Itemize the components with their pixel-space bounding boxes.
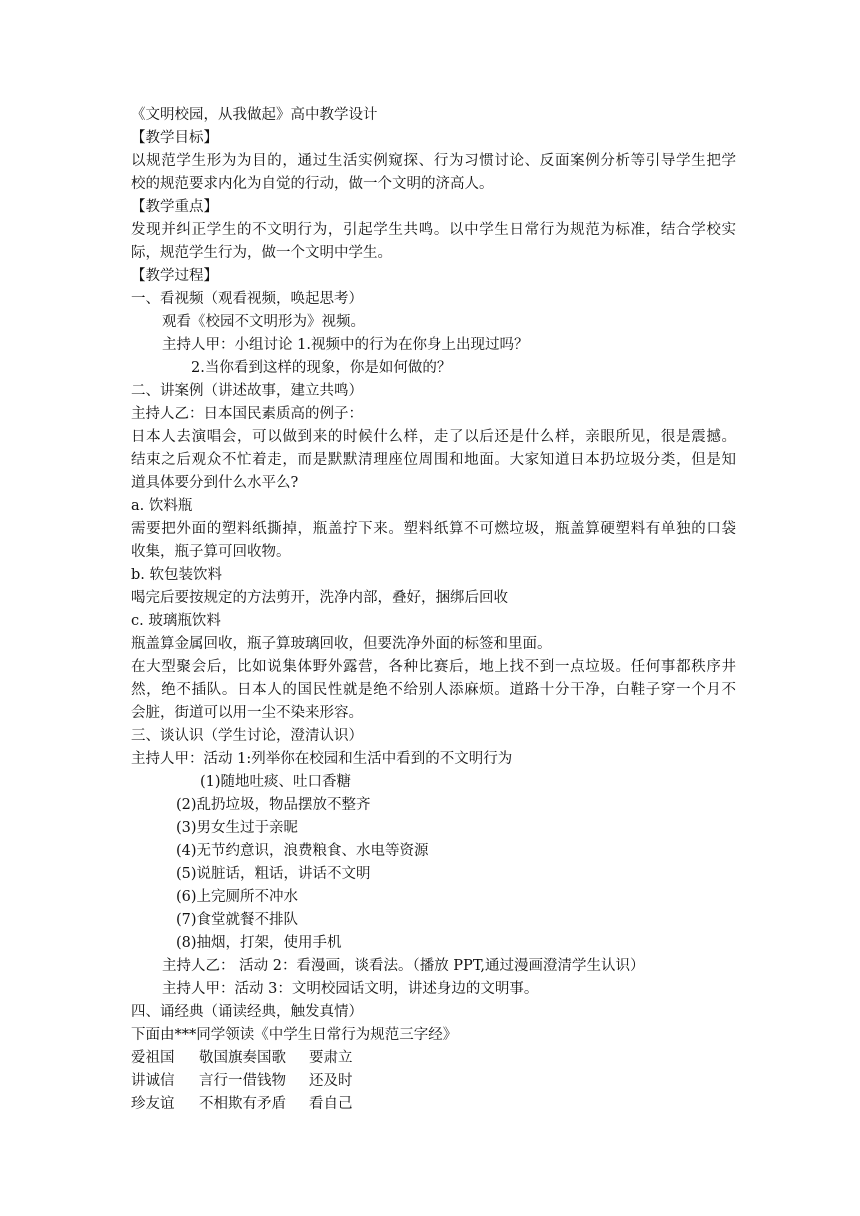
- paragraph-line: 主持人乙： 活动 2：看漫画，谈看法。（播放 PPT,通过漫画澄清学生认识）: [162, 958, 645, 974]
- section-heading: 三、谈认识（学生讨论，澄清认识）: [131, 728, 363, 744]
- paragraph-line: 下面由***同学领读《中学生日常行为规范三字经》: [131, 1027, 458, 1043]
- sutra-cell: 要肃立: [309, 1050, 353, 1066]
- sutra-row: [131, 1093, 353, 1115]
- paragraph-line: 2.当你看到这样的现象，你是如何做的？: [191, 360, 452, 376]
- list-item: (3)男女生过于亲昵: [176, 820, 299, 836]
- list-item: (4)无节约意识，浪费粮食、水电等资源: [176, 843, 429, 859]
- section-heading: 四、诵经典（诵读经典，触发真情）: [131, 1004, 363, 1020]
- goal-heading: 【教学目标】: [131, 130, 218, 146]
- paragraph-line: 主持人甲：小组讨论 1.视频中的行为在你身上出现过吗？: [162, 337, 529, 353]
- paragraph-line: 在大型聚会后，比如说集体野外露营，各种比赛后，地上找不到一点垃圾。任何事都秩序井: [131, 659, 736, 675]
- sutra-row: [131, 1047, 353, 1069]
- sutra-cell: 看自己: [309, 1096, 353, 1112]
- paragraph-line: 道具体要分到什么水平么?: [131, 475, 299, 491]
- key-text-line: 发现并纠正学生的不文明行为，引起学生共鸣。以中学生日常行为规范为标准，结合学校实: [131, 222, 736, 238]
- sub-heading: a. 饮料瓶: [131, 498, 193, 514]
- paragraph-line: 喝完后要按规定的方法剪开，洗净内部，叠好，捆绑后回收: [131, 590, 508, 606]
- sutra-cell: 言行一借钱物: [199, 1073, 286, 1089]
- paragraph-line: 瓶盖算金属回收，瓶子算玻璃回收，但要洗净外面的标签和里面。: [131, 636, 552, 652]
- paragraph-line: 观看《校园不文明形为》视频。: [162, 314, 365, 330]
- paragraph-line: 然，绝不插队。日本人的国民性就是绝不给别人添麻烦。道路十分干净，白鞋子穿一个月不: [131, 682, 736, 698]
- list-item: (1)随地吐痰、吐口香糖: [200, 774, 352, 790]
- paragraph-line: 主持人乙：日本国民素质高的例子：: [131, 406, 363, 422]
- list-item: (8)抽烟，打架，使用手机: [176, 935, 342, 951]
- paragraph-line: 主持人甲：活动 1:列举你在校园和生活中看到的不文明行为: [131, 751, 513, 767]
- paragraph-line: 需要把外面的塑料纸撕掉，瓶盖拧下来。塑料纸算不可燃垃圾，瓶盖算硬塑料有单独的口袋: [131, 521, 736, 537]
- sutra-cell: 讲诚信: [131, 1073, 175, 1089]
- section-heading: 一、看视频（观看视频，唤起思考）: [131, 291, 363, 307]
- paragraph-line: 会脏，街道可以用一尘不染来形容。: [131, 705, 363, 721]
- list-item: (7)食堂就餐不排队: [176, 912, 299, 928]
- sutra-cell: 珍友谊: [131, 1096, 175, 1112]
- goal-text-line: 校的规范要求内化为自觉的行动，做一个文明的济高人。: [131, 176, 494, 192]
- list-item: (2)乱扔垃圾，物品摆放不整齐: [176, 797, 371, 813]
- sub-heading: c. 玻璃瓶饮料: [131, 613, 221, 629]
- sutra-row: [131, 1070, 353, 1092]
- sutra-cell: 敬国旗奏国歌: [199, 1050, 286, 1066]
- list-item: (6)上完厕所不冲水: [176, 889, 299, 905]
- goal-text-line: 以规范学生形为为目的，通过生活实例窥探、行为习惯讨论、反面案例分析等引导学生把学: [131, 153, 736, 169]
- sutra-cell: 爱祖国: [131, 1050, 175, 1066]
- section-heading: 二、讲案例（讲述故事，建立共鸣）: [131, 383, 363, 399]
- sutra-cell: 还及时: [309, 1073, 353, 1089]
- doc-title: 《文明校园，从我做起》高中教学设计: [131, 107, 378, 123]
- key-text-line: 际，规范学生行为，做一个文明中学生。: [131, 245, 392, 261]
- sub-heading: b. 软包装饮料: [131, 567, 222, 583]
- paragraph-line: 日本人去演唱会，可以做到来的时候什么样，走了以后还是什么样，亲眼所见，很是震撼。: [131, 429, 736, 445]
- process-heading: 【教学过程】: [131, 268, 218, 284]
- key-heading: 【教学重点】: [131, 199, 218, 215]
- paragraph-line: 收集，瓶子算可回收物。: [131, 544, 291, 560]
- paragraph-line: 结束之后观众不忙着走，而是默默清理座位周围和地面。大家知道日本扔垃圾分类，但是知: [131, 452, 736, 468]
- paragraph-line: 主持人甲：活动 3：文明校园话文明，讲述身边的文明事。: [162, 981, 539, 997]
- list-item: (5)说脏话，粗话，讲话不文明: [176, 866, 371, 882]
- sutra-cell: 不相欺有矛盾: [199, 1096, 286, 1112]
